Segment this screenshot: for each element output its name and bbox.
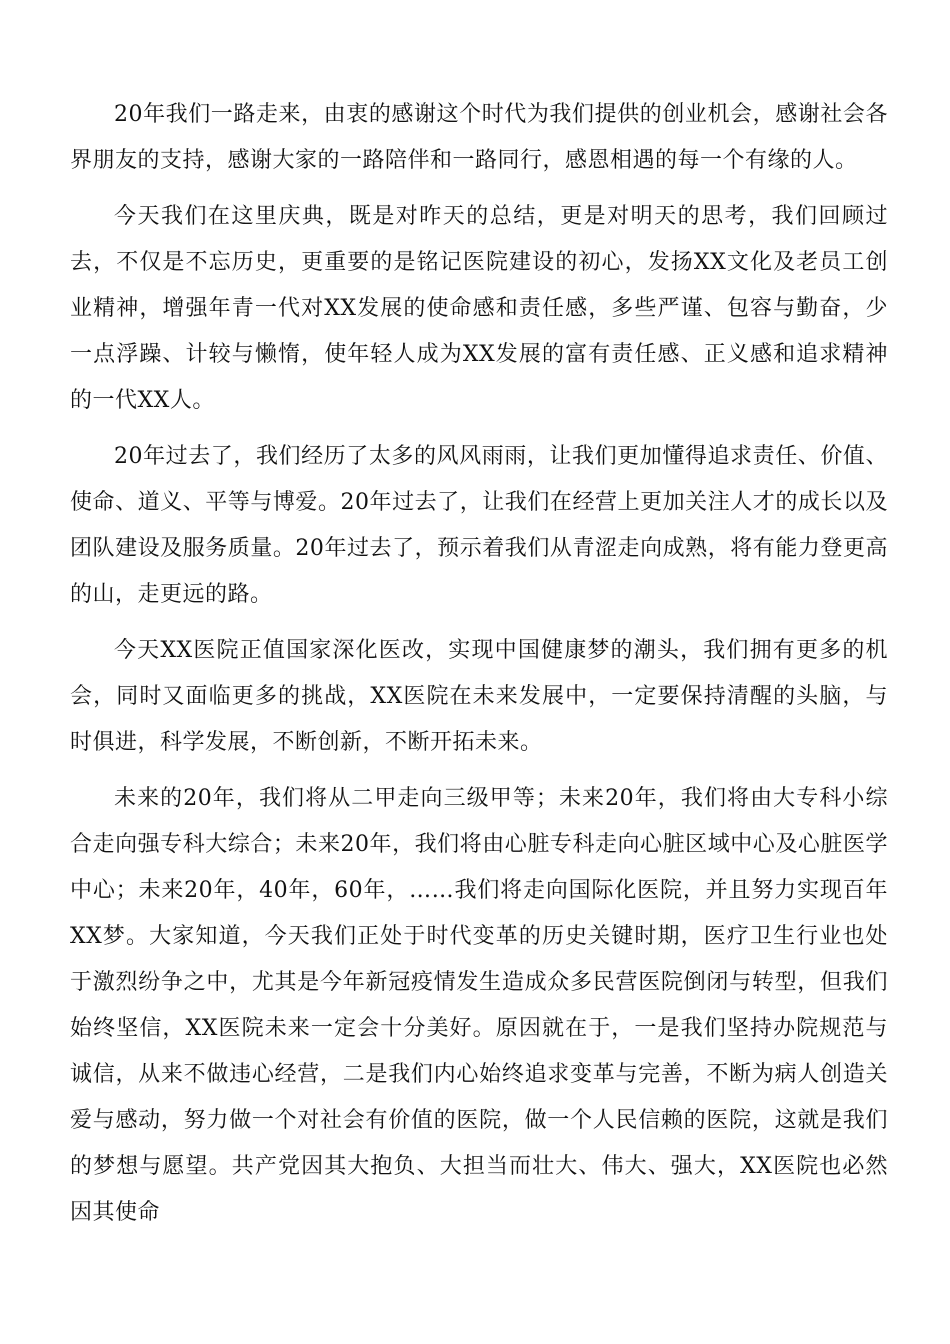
document-body bbox=[70, 92, 888, 1246]
paragraph-1: 20年我们一路走来，由衷的感谢这个时代为我们提供的创业机会，感谢社会各界朋友的支持，感谢大家的一路陪伴和一路同行，感恩相遇的每一个有缘的人。 bbox=[70, 102, 888, 173]
paragraph-5: 未来的20年，我们将从二甲走向三级甲等；未来20年，我们将由大专科小综合走向强专科大综合；未来20年，我们将由心脏专科走向心脏区域中心及心脏医学中心；未来20年，40年，60年，……我们将走向国际化医院，并且努力实现百年XX梦。大家知道，今天我们正处于时代变革的历史关键时期，医疗卫生行业也处于激烈纷争之中，尤其是今年新冠疫情发生造成众多民营医院倒闭与转型，但我们始终坚信，XX医院未来一定会十分美好。原因就在于，一是我们坚持办院规范与诚信，从来不做违心经营，二是我们内心始终追求变革与完善，不断为病人创造关爱与感动，努力做一个对社会有价值的医院，做一个人民信赖的医院，这就是我们的梦想与愿望。共产党因其大抱负、大担当而壮大、伟大、强大，XX医院也必然因其使命 bbox=[70, 786, 888, 1225]
paragraph-2: 今天我们在这里庆典，既是对昨天的总结，更是对明天的思考，我们回顾过去，不仅是不忘历史，更重要的是铭记医院建设的初心，发扬XX文化及老员工创业精神，增强年青一代对XX发展的使命感和责任感，多些严谨、包容与勤奋，少一点浮躁、计较与懒惰，使年轻人成为XX发展的富有责任感、正义感和追求精神的一代XX人。 bbox=[70, 204, 888, 413]
paragraph-3: 20年过去了，我们经历了太多的风风雨雨，让我们更加懂得追求责任、价值、使命、道义、平等与博爱。20年过去了，让我们在经营上更加关注人才的成长以及团队建设及服务质量。20年过去了，预示着我们从青涩走向成熟，将有能力登更高的山，走更远的路。 bbox=[70, 444, 888, 607]
paragraph-4: 今天XX医院正值国家深化医改，实现中国健康梦的潮头，我们拥有更多的机会，同时又面临更多的挑战，XX医院在未来发展中，一定要保持清醒的头脑，与时俱进，科学发展，不断创新，不断开拓未来。 bbox=[70, 638, 888, 755]
